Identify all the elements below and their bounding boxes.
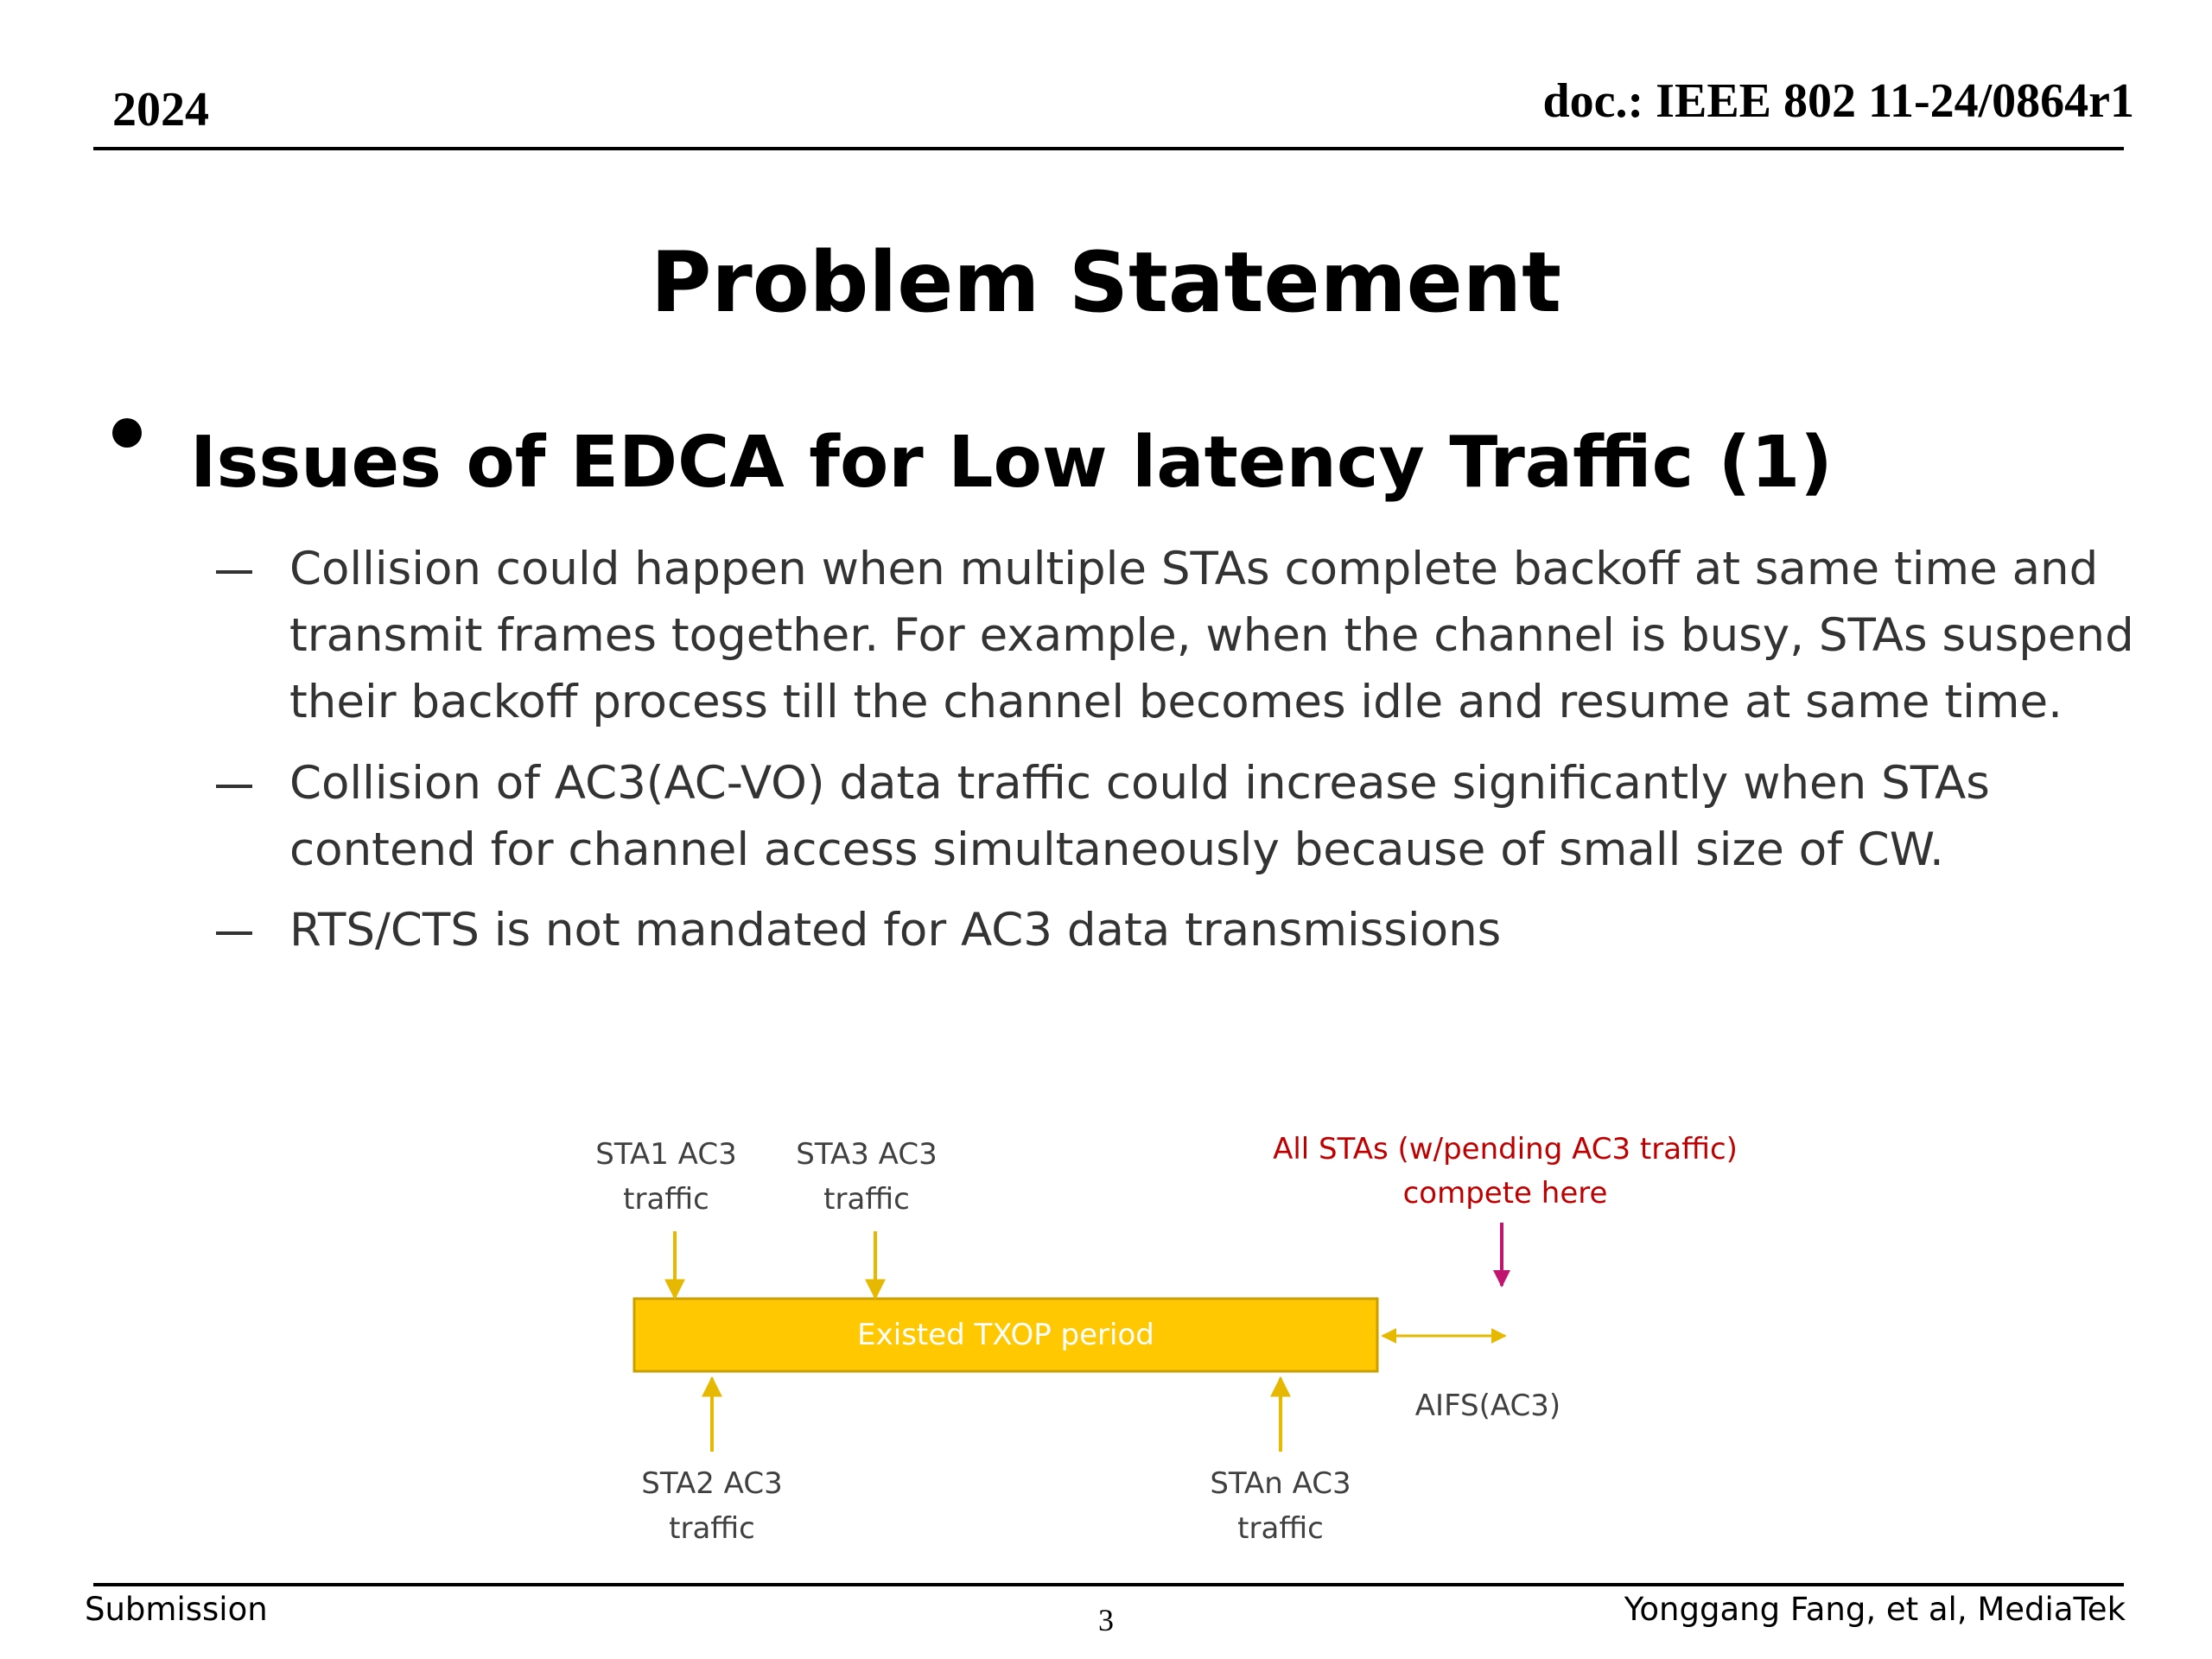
header-doc-id: doc.: IEEE 802 11-24/0864r1: [1542, 74, 2134, 128]
header-year: 2024: [112, 83, 209, 137]
aifs-label: AIFS(AC3): [1414, 1389, 1561, 1423]
compete-label-line1: All STAs (w/pending AC3 traffic): [1273, 1132, 1738, 1166]
sub-bullet-text: Collision could happen when multiple STAs complete backoff at same time and transmit frames together. For example, when the channel is busy, STAs suspend their backoff process till the channel becomes idle and resume at same time.: [289, 543, 2134, 728]
sub-bullet-text: RTS/CTS is not mandated for AC3 data transmissions: [289, 904, 1502, 957]
txop-period-label: Existed TXOP period: [857, 1318, 1154, 1352]
sta1-label-line1: STA1 AC3: [595, 1137, 737, 1172]
footer-page-number: 3: [1098, 1603, 1114, 1637]
sta1-label-line2: traffic: [623, 1182, 709, 1217]
compete-label-line2: compete here: [1402, 1176, 1608, 1211]
sta3-label-line1: STA3 AC3: [796, 1137, 938, 1172]
footer-submission: Submission: [85, 1591, 268, 1628]
sub-bullet-text: Collision of AC3(AC-VO) data traffic could increase significantly when STAs contend for channel access simultaneously because of small size of CW.: [289, 757, 1990, 876]
footer-rule: [93, 1583, 2124, 1586]
sta3-label-line2: traffic: [823, 1182, 910, 1217]
footer-authors: Yonggang Fang, et al, MediaTek: [1624, 1591, 2126, 1628]
sta2-label-line2: traffic: [669, 1511, 755, 1546]
stan-label-line1: STAn AC3: [1210, 1466, 1351, 1501]
sta2-label-line1: STA2 AC3: [641, 1466, 783, 1501]
slide-title: Problem Statement: [650, 234, 1562, 331]
main-bullet: Issues of EDCA for Low latency Traffic (1): [190, 422, 1833, 504]
stan-label-line2: traffic: [1237, 1511, 1324, 1546]
